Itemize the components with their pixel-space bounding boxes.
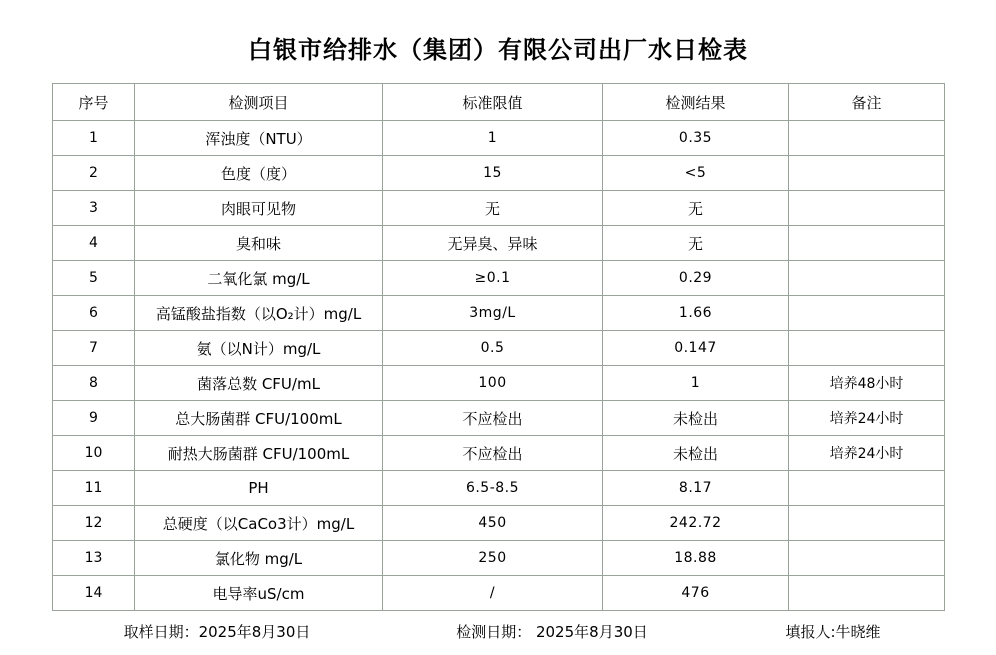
cell-limit: 0.5 <box>383 331 603 366</box>
page-title: 白银市给排水（集团）有限公司出厂水日检表 <box>248 36 748 64</box>
cell-note <box>789 191 945 226</box>
cell-item: PH <box>135 471 383 506</box>
table-row <box>53 191 945 226</box>
cell-result: 18.88 <box>603 541 789 576</box>
table-body <box>53 121 945 611</box>
cell-result: 1 <box>603 366 789 401</box>
column-header-item: 检测项目 <box>135 84 383 121</box>
cell-item: 臭和味 <box>135 226 383 261</box>
cell-note <box>789 261 945 296</box>
cell-item: 肉眼可见物 <box>135 191 383 226</box>
cell-no: 4 <box>53 226 135 261</box>
cell-limit: 15 <box>383 156 603 191</box>
cell-item: 二氧化氯 mg/L <box>135 261 383 296</box>
cell-no: 10 <box>53 436 135 471</box>
cell-no: 14 <box>53 576 135 611</box>
cell-note <box>789 471 945 506</box>
table-row <box>53 401 945 436</box>
table-row <box>53 156 945 191</box>
sampling-date: 取样日期：2025年8月30日 <box>123 623 311 641</box>
cell-note <box>789 296 945 331</box>
cell-limit: 450 <box>383 506 603 541</box>
cell-limit: 无异臭、异味 <box>383 226 603 261</box>
cell-item: 氯化物 mg/L <box>135 541 383 576</box>
table-row <box>53 506 945 541</box>
cell-item: 总硬度（以CaCo3计）mg/L <box>135 506 383 541</box>
cell-result: 0.29 <box>603 261 789 296</box>
cell-result: 0.35 <box>603 121 789 156</box>
cell-limit: ≥0.1 <box>383 261 603 296</box>
cell-note <box>789 331 945 366</box>
cell-result: 未检出 <box>603 436 789 471</box>
cell-result: 无 <box>603 191 789 226</box>
cell-item: 总大肠菌群 CFU/100mL <box>135 401 383 436</box>
cell-limit: 3mg/L <box>383 296 603 331</box>
cell-no: 3 <box>53 191 135 226</box>
table-row <box>53 436 945 471</box>
cell-no: 7 <box>53 331 135 366</box>
table-row <box>53 541 945 576</box>
cell-limit: 无 <box>383 191 603 226</box>
cell-no: 6 <box>53 296 135 331</box>
cell-note <box>789 156 945 191</box>
table-row <box>53 296 945 331</box>
cell-note: 培养24小时 <box>789 436 945 471</box>
cell-limit: 不应检出 <box>383 436 603 471</box>
cell-limit: 250 <box>383 541 603 576</box>
cell-note <box>789 506 945 541</box>
cell-item: 菌落总数 CFU/mL <box>135 366 383 401</box>
cell-limit: 不应检出 <box>383 401 603 436</box>
reporter-name: 填报人:牛晓维 <box>785 623 881 641</box>
cell-note: 培养24小时 <box>789 401 945 436</box>
cell-limit: 1 <box>383 121 603 156</box>
cell-no: 11 <box>53 471 135 506</box>
cell-item: 电导率uS/cm <box>135 576 383 611</box>
table-header-row <box>53 84 945 121</box>
cell-item: 耐热大肠菌群 CFU/100mL <box>135 436 383 471</box>
cell-no: 8 <box>53 366 135 401</box>
cell-item: 色度（度） <box>135 156 383 191</box>
cell-result: 1.66 <box>603 296 789 331</box>
cell-result: 242.72 <box>603 506 789 541</box>
table-header <box>53 84 945 121</box>
cell-result: 8.17 <box>603 471 789 506</box>
table-row <box>53 331 945 366</box>
footer <box>52 611 944 642</box>
cell-note <box>789 541 945 576</box>
cell-item: 氨（以N计）mg/L <box>135 331 383 366</box>
water-quality-table <box>52 83 945 611</box>
cell-no: 1 <box>53 121 135 156</box>
table-row <box>53 121 945 156</box>
cell-result: 0.147 <box>603 331 789 366</box>
column-header-result: 检测结果 <box>603 84 789 121</box>
testing-date: 检测日期： 2025年8月30日 <box>456 623 648 641</box>
cell-result: 476 <box>603 576 789 611</box>
cell-no: 2 <box>53 156 135 191</box>
cell-limit: 6.5-8.5 <box>383 471 603 506</box>
table-row <box>53 226 945 261</box>
table-row <box>53 471 945 506</box>
cell-no: 5 <box>53 261 135 296</box>
column-header-note: 备注 <box>789 84 945 121</box>
cell-limit: 100 <box>383 366 603 401</box>
table-row <box>53 576 945 611</box>
cell-result: 未检出 <box>603 401 789 436</box>
cell-no: 13 <box>53 541 135 576</box>
cell-item: 浑浊度（NTU） <box>135 121 383 156</box>
column-header-no: 序号 <box>53 84 135 121</box>
cell-no: 9 <box>53 401 135 436</box>
cell-note: 培养48小时 <box>789 366 945 401</box>
cell-limit: / <box>383 576 603 611</box>
cell-result: <5 <box>603 156 789 191</box>
cell-no: 12 <box>53 506 135 541</box>
cell-note <box>789 226 945 261</box>
table-row <box>53 261 945 296</box>
cell-item: 高锰酸盐指数（以O₂计）mg/L <box>135 296 383 331</box>
table-row <box>53 366 945 401</box>
report-table-wrapper <box>0 83 996 611</box>
cell-note <box>789 576 945 611</box>
cell-note <box>789 121 945 156</box>
column-header-limit: 标准限值 <box>383 84 603 121</box>
cell-result: 无 <box>603 226 789 261</box>
